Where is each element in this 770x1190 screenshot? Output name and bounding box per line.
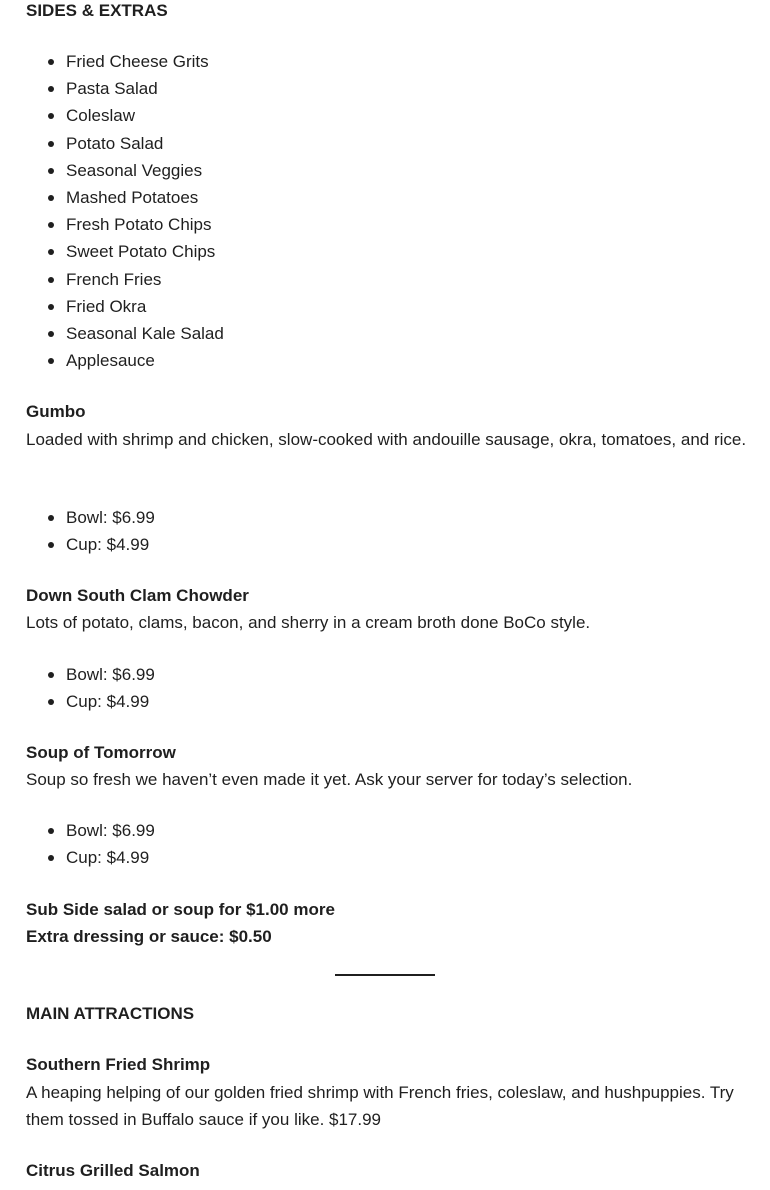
section-divider: [335, 974, 435, 976]
list-item: French Fries: [26, 266, 224, 293]
sub-side-note: Sub Side salad or soup for $1.00 more: [26, 900, 335, 919]
mains-heading: MAIN ATTRACTIONS: [26, 1004, 195, 1023]
list-item: Potato Salad: [26, 130, 224, 157]
list-item: Cup: $4.99: [26, 844, 155, 871]
list-item: Fried Cheese Grits: [26, 48, 224, 75]
list-item: Seasonal Veggies: [26, 157, 224, 184]
list-item: Cup: $4.99: [26, 531, 155, 558]
list-item: Sweet Potato Chips: [26, 238, 224, 265]
gumbo-title: Gumbo: [26, 402, 86, 421]
sides-heading: SIDES & EXTRAS: [26, 1, 168, 20]
sides-list: [26, 48, 224, 374]
list-item: Seasonal Kale Salad: [26, 320, 224, 347]
shrimp-description: A heaping helping of our golden fried shrimp with French fries, coleslaw, and hushpuppies. Try them tossed in Buffalo sauce if you like. $17.99: [26, 1083, 734, 1129]
soup-tomorrow-title: Soup of Tomorrow: [26, 743, 176, 762]
list-item: Pasta Salad: [26, 75, 224, 102]
list-item: Fried Okra: [26, 293, 224, 320]
soup-tomorrow-description: Soup so fresh we haven’t even made it yet. Ask your server for today’s selection.: [26, 770, 633, 789]
salmon-title: Citrus Grilled Salmon: [26, 1161, 200, 1180]
chowder-title: Down South Clam Chowder: [26, 586, 249, 605]
list-item: Bowl: $6.99: [26, 504, 155, 531]
list-item: Applesauce: [26, 347, 224, 374]
gumbo-description: Loaded with shrimp and chicken, slow-cooked with andouille sausage, okra, tomatoes, and rice.: [26, 430, 747, 449]
chowder-description: Lots of potato, clams, bacon, and sherry in a cream broth done BoCo style.: [26, 613, 591, 632]
chowder-price-list: [26, 661, 155, 715]
shrimp-title: Southern Fried Shrimp: [26, 1055, 211, 1074]
extra-dressing-note: Extra dressing or sauce: $0.50: [26, 927, 272, 946]
soup-tomorrow-price-list: [26, 817, 155, 871]
gumbo-price-list: [26, 504, 155, 558]
list-item: Fresh Potato Chips: [26, 211, 224, 238]
list-item: Bowl: $6.99: [26, 817, 155, 844]
list-item: Mashed Potatoes: [26, 184, 224, 211]
list-item: Coleslaw: [26, 102, 224, 129]
list-item: Cup: $4.99: [26, 688, 155, 715]
list-item: Bowl: $6.99: [26, 661, 155, 688]
